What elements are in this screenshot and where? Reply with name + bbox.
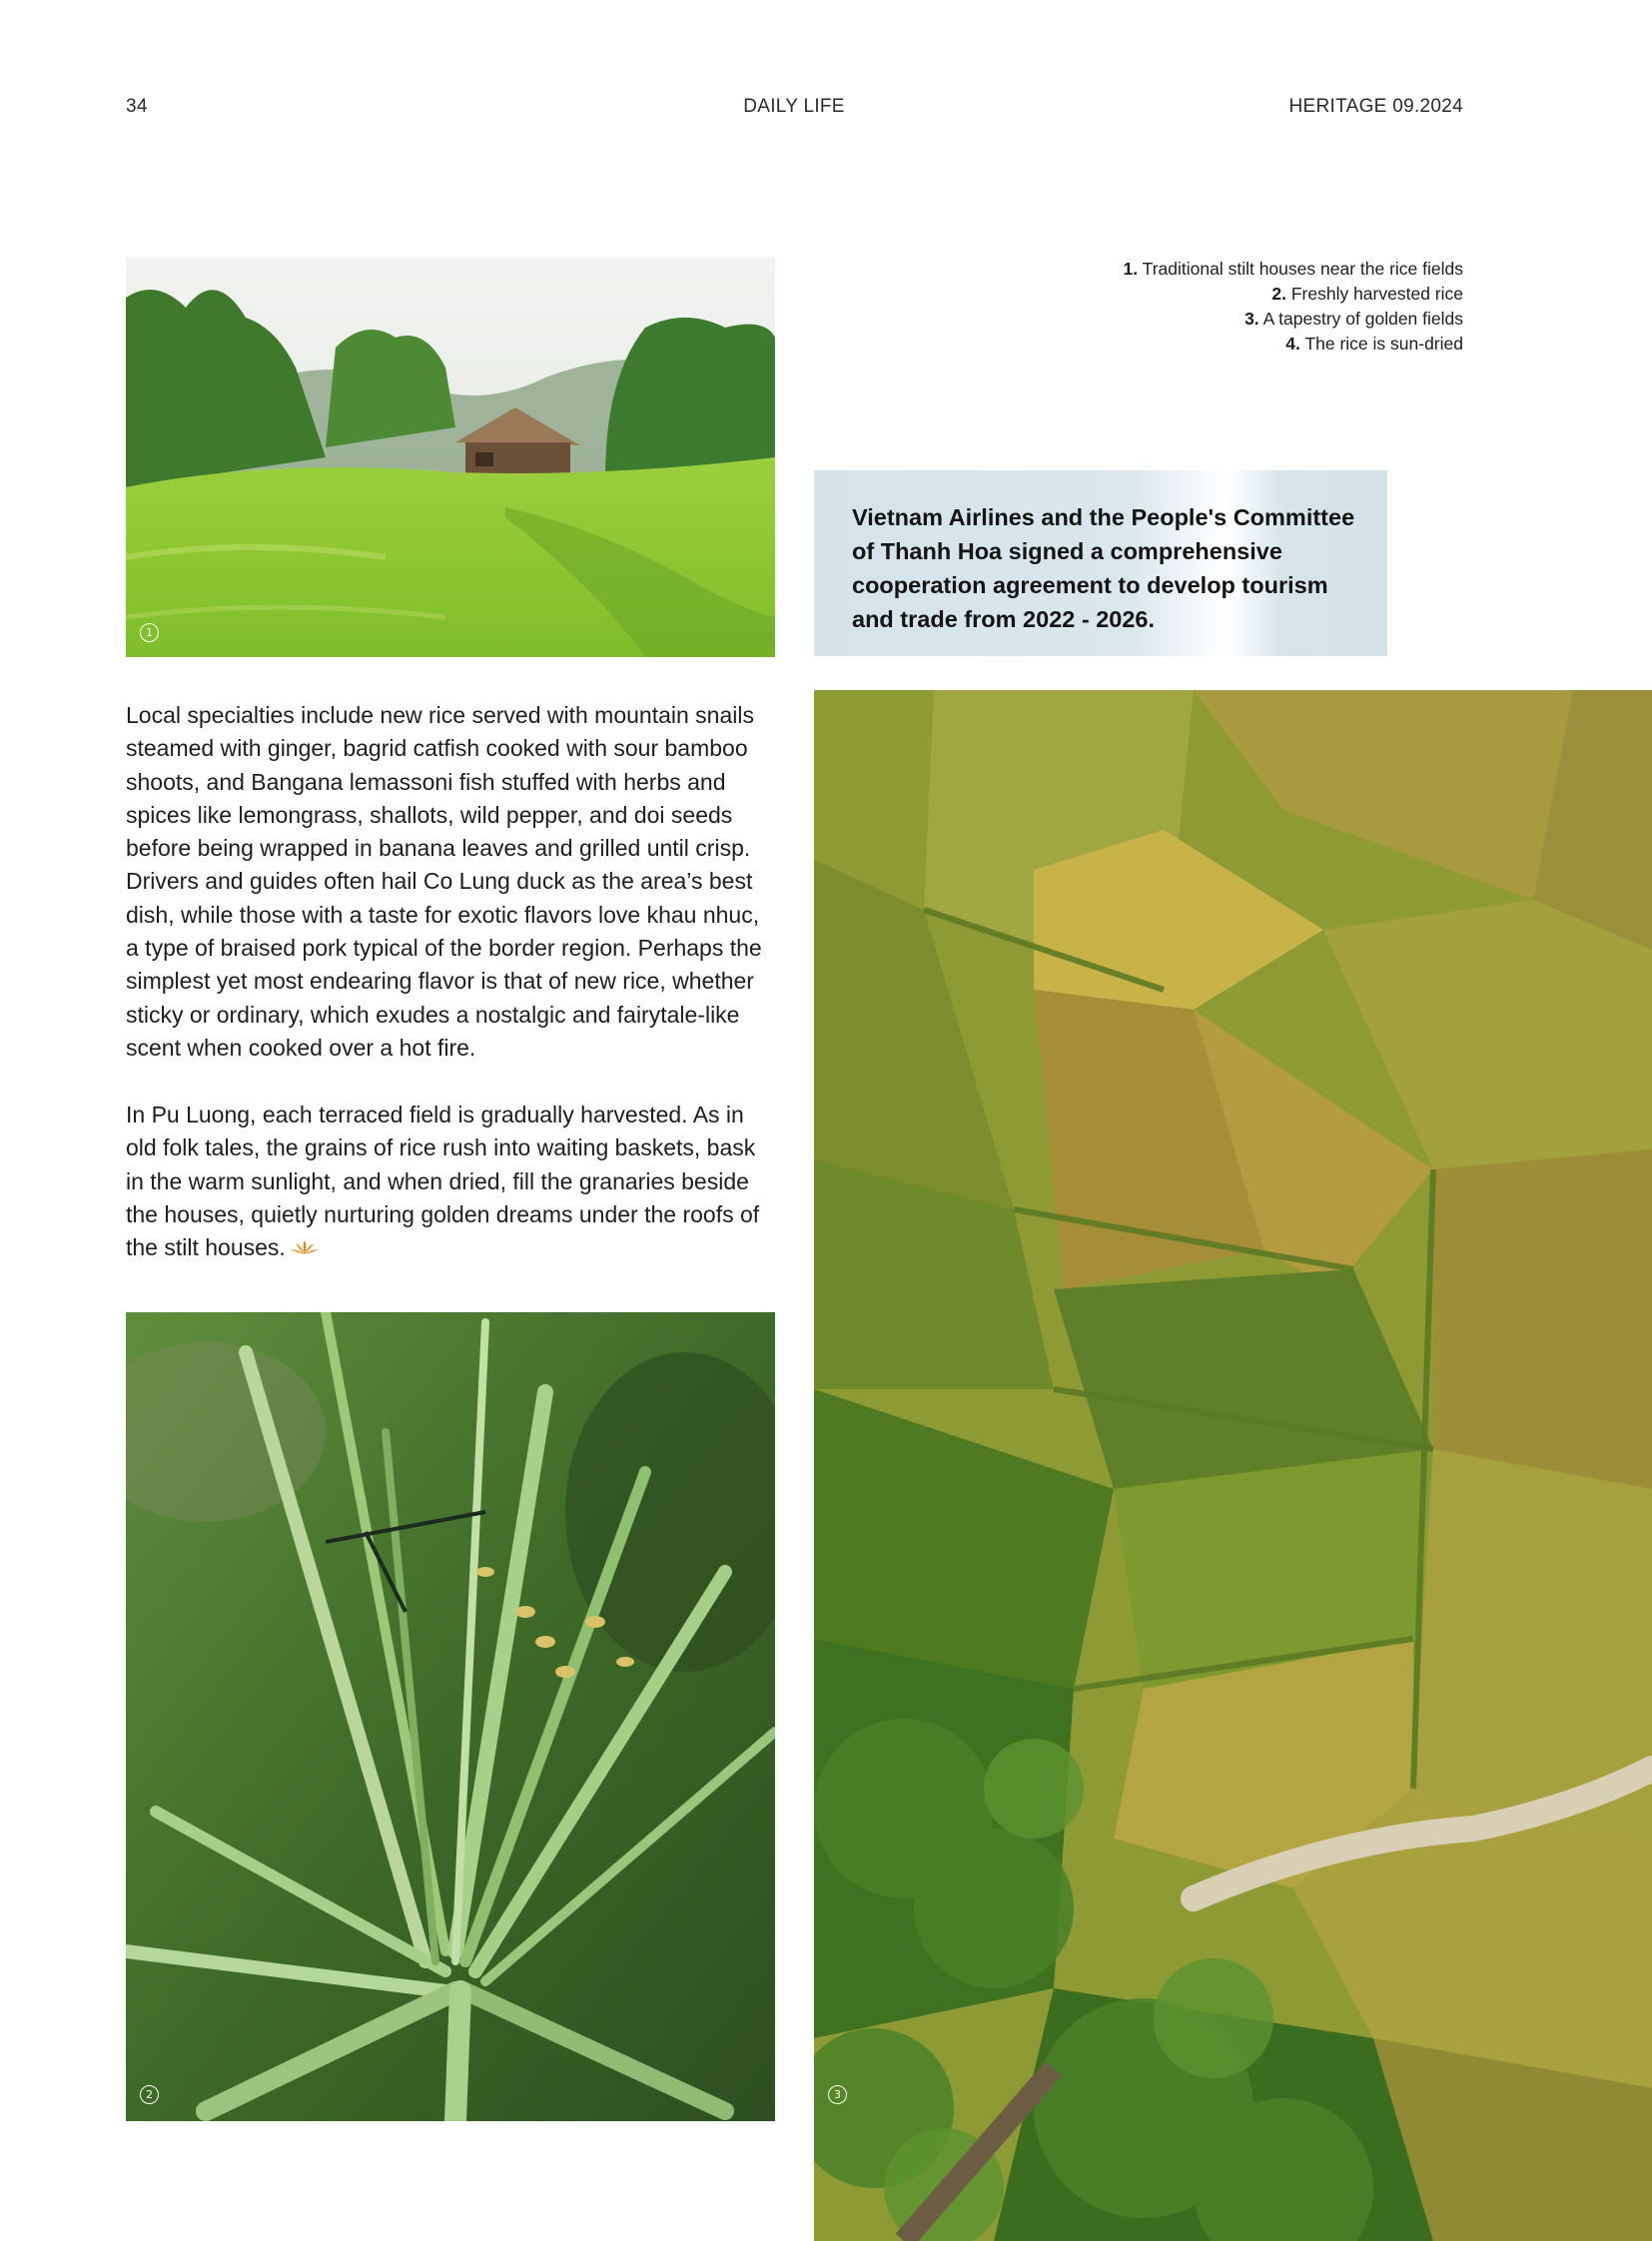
photo-number-badge: 1 — [140, 623, 159, 642]
section-title: DAILY LIFE — [743, 96, 845, 117]
callout-box — [814, 470, 1387, 656]
body-paragraph: In Pu Luong, each terraced field is gradually harvested. As in old folk tales, the grains of rice rush into waiting baskets, bask in the warm sunlight, and when dried, fill the granaries beside the houses, quietly nurturing golden dreams under the roofs of the stilt houses. — [126, 1099, 775, 1266]
caption-item: 1. Traditional stilt houses near the rice fields — [1123, 259, 1463, 279]
page-number: 34 — [126, 96, 148, 117]
caption-item: 3. A tapestry of golden fields — [1244, 309, 1463, 329]
body-paragraph: Local specialties include new rice served with mountain snails steamed with ginger, bagrid catfish cooked with sour bamboo shoots, and Bangana lemassoni fish stuffed with herbs and spices like lemongrass, shallots, wild pepper, and doi seeds before being wrapped in banana leaves and grilled until crisp. Drivers and guides often hail Co Lung duck as the area’s best dish, while those with a taste for exotic flavors love khau nhuc, a type of braised pork typical of the border region. Perhaps the simplest yet most endearing flavor is that of new rice, whether sticky or ordinary, which exudes a nostalgic and fairytale-like scent when cooked over a hot fire. — [126, 702, 762, 1061]
lotus-endmark-icon — [290, 1232, 320, 1265]
callout-text: Vietnam Airlines and the People's Committee of Thanh Hoa signed a comprehensive cooperation agreement to develop tourism and trade from 2022 - 2026. — [852, 504, 1355, 632]
photo-captions — [1124, 257, 1463, 357]
photo-number-badge: 2 — [140, 2085, 159, 2104]
photo-number-badge: 3 — [828, 2085, 847, 2104]
aerial-fields-photo — [814, 690, 1652, 2241]
caption-item: 4. The rice is sun-dried — [1285, 334, 1463, 354]
issue-label: HERITAGE 09.2024 — [1288, 96, 1463, 117]
stilt-house-photo — [126, 258, 775, 657]
harvested-rice-photo — [126, 1312, 775, 2121]
caption-item: 2. Freshly harvested rice — [1271, 284, 1463, 304]
